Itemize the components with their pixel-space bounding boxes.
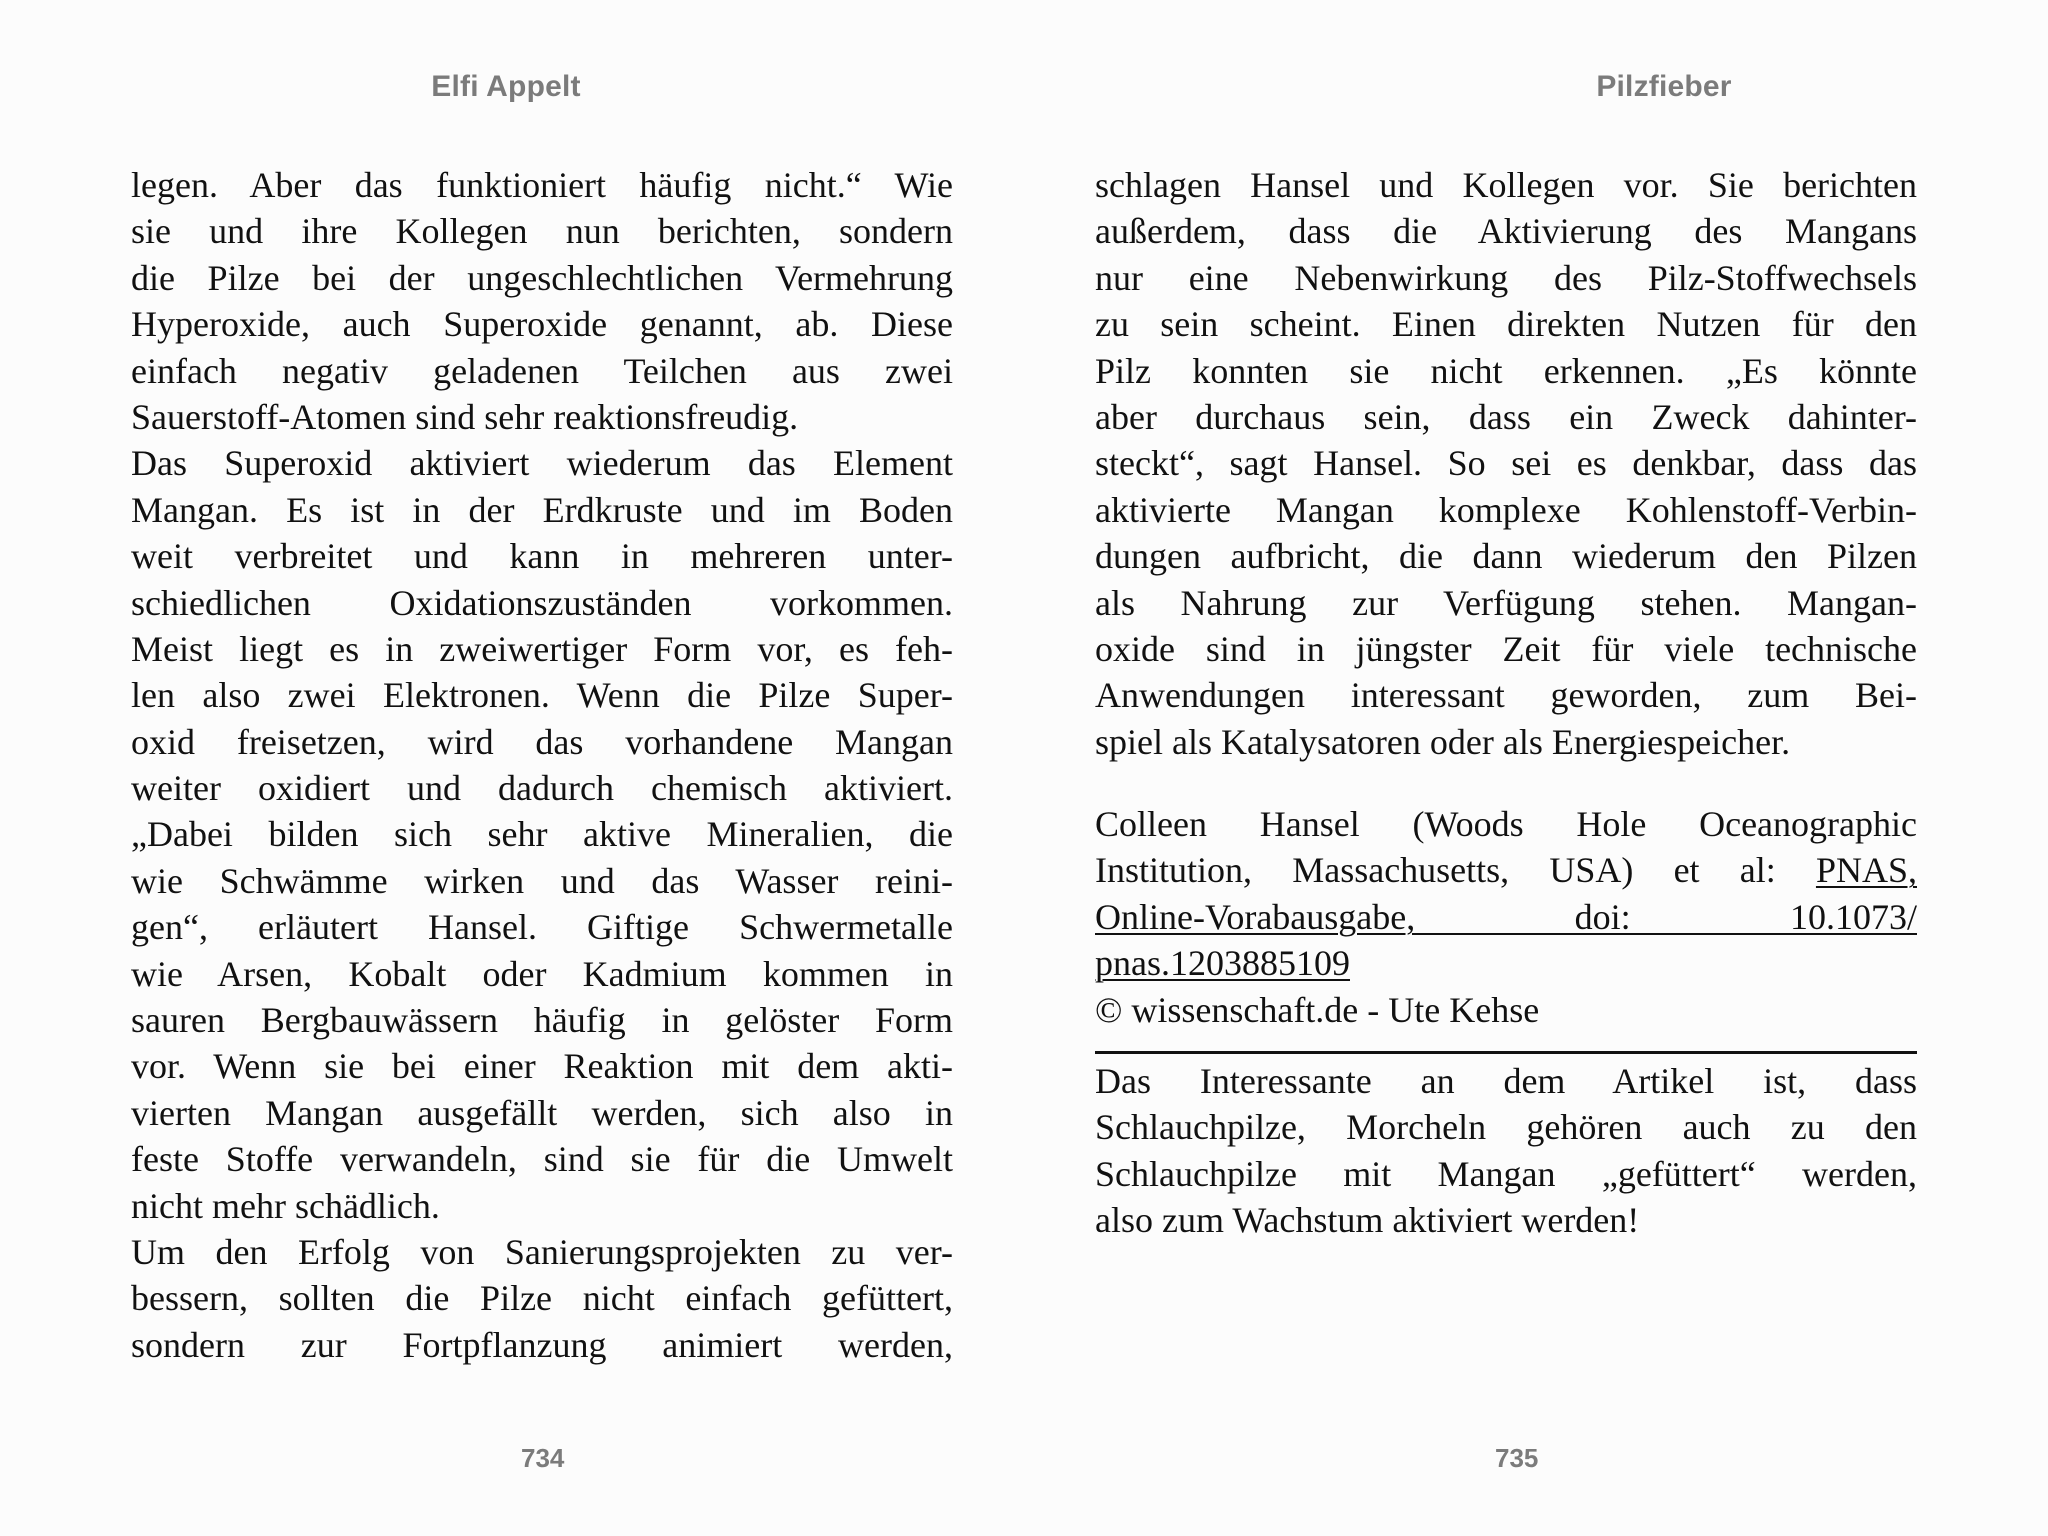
text-line: einfach negativ geladenen Teilchen aus zwei: [131, 350, 953, 391]
page-number: 734: [521, 1443, 565, 1473]
text-line: len also zwei Elektronen. Wenn die Pilze Super-: [131, 675, 953, 716]
text-line: feste Stoffe verwandeln, sind sie für die Umwelt: [131, 1139, 953, 1180]
text-line: nicht mehr schädlich.: [131, 1185, 440, 1226]
text-line: die Pilze bei der ungeschlechtlichen Vermehrung: [131, 257, 953, 298]
text-line: wie Arsen, Kobalt oder Kadmium kommen in: [131, 953, 953, 994]
text-line: vor. Wenn sie bei einer Reaktion mit dem akti-: [131, 1046, 953, 1087]
citation-link[interactable]: Online-Vorabausgabe, doi: 10.1073/: [1095, 896, 1917, 937]
text-line: Das Superoxid aktiviert wiederum das Element: [131, 443, 953, 484]
text-line: aber durchaus sein, dass ein Zweck dahinter-: [1095, 396, 1917, 437]
text-line: als Nahrung zur Verfügung stehen. Mangan-: [1095, 582, 1917, 623]
citation-block: [1095, 801, 1917, 1033]
citation-line: Colleen Hansel (Woods Hole Oceanographic: [1095, 804, 1917, 845]
paragraph-gap: [1095, 765, 1917, 801]
text-line: aktivierte Mangan komplexe Kohlenstoff-Verbin-: [1095, 489, 1917, 530]
text-line: schlagen Hansel und Kollegen vor. Sie berichten: [1095, 165, 1917, 205]
text-line: zu sein scheint. Einen direkten Nutzen für den: [1095, 304, 1917, 345]
text-line: Um den Erfolg von Sanierungsprojekten zu ver-: [131, 1231, 953, 1272]
text-line: sondern zur Fortpflanzung animiert werden,: [131, 1324, 953, 1365]
text-line: Mangan. Es ist in der Erdkruste und im Boden: [131, 489, 953, 530]
article-text: [1095, 162, 1917, 765]
text-line: also zum Wachstum aktiviert werden!: [1095, 1200, 1640, 1241]
citation-line: [1095, 894, 1917, 940]
text-line: nur eine Nebenwirkung des Pilz-Stoffwechsels: [1095, 257, 1917, 298]
text-line: Schlauchpilze mit Mangan „gefüttert“ werden,: [1095, 1153, 1917, 1194]
horizontal-rule: [1095, 1051, 1917, 1054]
text-line: Sauerstoff-Atomen sind sehr reaktionsfreudig.: [131, 396, 799, 437]
text-line: oxide sind in jüngster Zeit für viele technische: [1095, 628, 1917, 669]
citation-line: [1095, 940, 1917, 986]
text-line: Hyperoxide, auch Superoxide genannt, ab. Diese: [131, 304, 953, 345]
text-line: weit verbreitet und kann in mehreren unter-: [131, 536, 953, 577]
citation-text: Institution, Massachusetts, USA) et al:: [1095, 850, 1816, 891]
text-line: sie und ihre Kollegen nun berichten, sondern: [131, 211, 953, 252]
text-line: sauren Bergbauwässern häufig in gelöster Form: [131, 1000, 953, 1041]
text-line: Anwendungen interessant geworden, zum Bei-: [1095, 675, 1917, 716]
text-line: gen“, erläutert Hansel. Giftige Schwermetalle: [131, 907, 953, 948]
citation-link[interactable]: PNAS,: [1815, 850, 1917, 891]
copyright-line: © wissenschaft.de - Ute Kehse: [1095, 989, 1540, 1030]
text-line: bessern, sollten die Pilze nicht einfach gefüttert,: [131, 1278, 953, 1319]
running-head-title: Pilzfieber: [1596, 70, 1732, 103]
text-line: oxid freisetzen, wird das vorhandene Mangan: [131, 721, 953, 762]
text-line: legen. Aber das funktioniert häufig nicht.“ Wie: [131, 165, 953, 205]
right-page[interactable]: [1024, 0, 2048, 1536]
text-line: Pilz konnten sie nicht erkennen. „Es könnte: [1095, 350, 1917, 391]
running-head-author: Elfi Appelt: [431, 70, 581, 103]
left-page-body: [131, 162, 953, 1368]
text-line: Meist liegt es in zweiwertiger Form vor, es feh-: [131, 628, 953, 669]
citation-line: [1095, 847, 1917, 893]
text-line: spiel als Katalysatoren oder als Energiespeicher.: [1095, 721, 1791, 762]
right-page-body: [1095, 162, 1917, 1244]
text-line: Schlauchpilze, Morcheln gehören auch zu den: [1095, 1107, 1917, 1148]
text-line: steckt“, sagt Hansel. So sei es denkbar, dass das: [1095, 443, 1917, 484]
text-line: „Dabei bilden sich sehr aktive Mineralien, die: [131, 814, 953, 855]
page-number: 735: [1495, 1443, 1539, 1473]
citation-link[interactable]: pnas.1203885109: [1095, 943, 1350, 984]
text-line: weiter oxidiert und dadurch chemisch aktiviert.: [131, 768, 953, 809]
text-line: wie Schwämme wirken und das Wasser reini-: [131, 860, 953, 901]
text-line: vierten Mangan ausgefällt werden, sich also in: [131, 1092, 953, 1133]
text-line: schiedlichen Oxidationszuständen vorkommen.: [131, 582, 953, 623]
text-line: außerdem, dass die Aktivierung des Mangans: [1095, 211, 1917, 252]
reader-note: [1095, 1058, 1917, 1244]
text-line: dungen aufbricht, die dann wiederum den Pilzen: [1095, 536, 1917, 577]
rule-gap: [1095, 1033, 1917, 1051]
text-line: Das Interessante an dem Artikel ist, dass: [1095, 1061, 1917, 1102]
